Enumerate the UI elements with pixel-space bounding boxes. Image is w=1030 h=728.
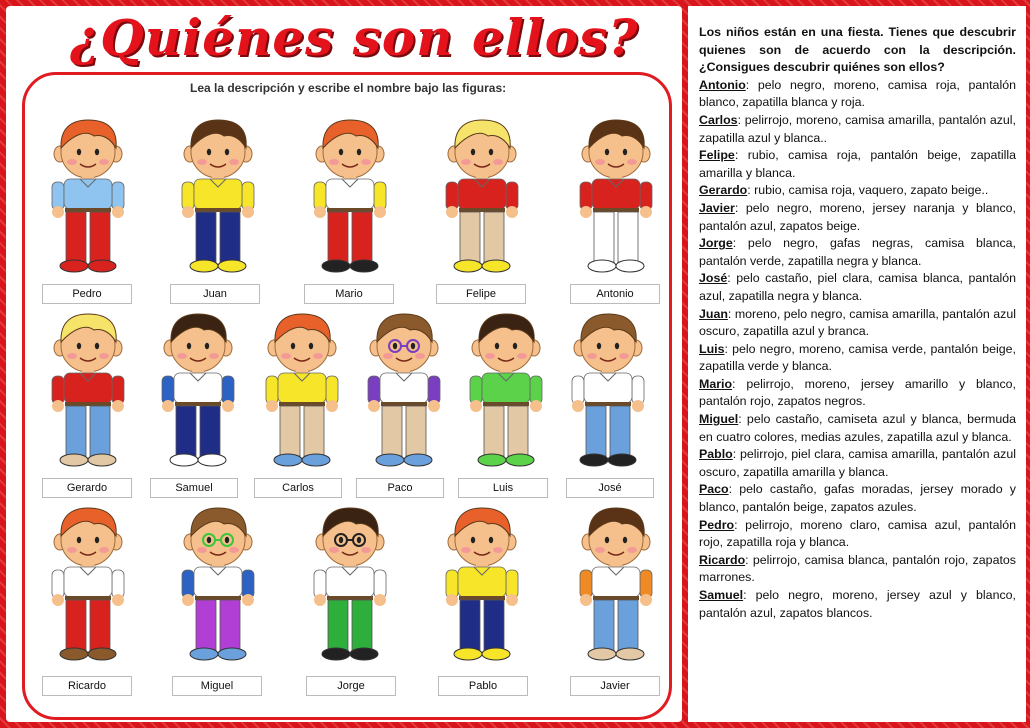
child-figure: [566, 112, 666, 282]
child-figure-illustration: [432, 500, 532, 670]
name-label-box[interactable]: Antonio: [570, 284, 660, 304]
description-item: [699, 270, 1016, 305]
child-figure-illustration: [354, 306, 454, 476]
description-text: : rubio, camisa roja, pantalón beige, zapatilla amarilla y blanca.: [699, 148, 1016, 180]
description-name: Juan: [699, 306, 728, 321]
child-figure: [456, 306, 556, 476]
description-item: [699, 341, 1016, 376]
description-list: [699, 77, 1016, 622]
name-label-box[interactable]: Jorge: [306, 676, 396, 696]
child-figure-illustration: [38, 306, 138, 476]
name-label-box[interactable]: Ricardo: [42, 676, 132, 696]
child-figure: [38, 112, 138, 282]
description-text: : pelirrojo, moreno, jersey amarillo y blanco, pantalón rojo, zapatos negros.: [699, 376, 1016, 409]
description-name: Felipe: [699, 148, 735, 163]
name-label-box[interactable]: José: [566, 478, 654, 498]
child-figure-illustration: [252, 306, 352, 476]
child-figure-illustration: [148, 306, 248, 476]
intro-text: Los niños están en una fiesta. Tienes que descubrir quienes son de acuerdo con la descripción. ¿Consigues descubrir quiénes son ellos?: [699, 25, 1016, 75]
description-text: : pelirrojo, moreno, camisa amarilla, pantalón azul, zapatilla azul y blanca..: [699, 112, 1016, 145]
description-name: Pedro: [699, 517, 735, 532]
description-name: Javier: [699, 200, 735, 215]
child-figure: [148, 306, 248, 476]
description-name: Pablo: [699, 447, 733, 462]
child-figure: [168, 112, 268, 282]
child-figure-illustration: [432, 112, 532, 282]
description-name: Ricardo: [699, 552, 746, 567]
description-text: : pelo negro, moreno, camisa roja, pantalón blanco, zapatilla blanca y roja.: [699, 77, 1016, 110]
description-text: : pelo castaño, gafas moradas, jersey morado y blanco, pantalón beige, zapatos azules.: [699, 482, 1016, 515]
child-figure-illustration: [38, 112, 138, 282]
description-item: [699, 587, 1016, 622]
name-label-box[interactable]: Pedro: [42, 284, 132, 304]
name-label-box[interactable]: Paco: [356, 478, 444, 498]
description-text: : rubio, camisa roja, vaquero, zapato beige..: [747, 183, 989, 198]
child-figure-illustration: [456, 306, 556, 476]
name-label-box[interactable]: Juan: [170, 284, 260, 304]
description-item: [699, 77, 1016, 112]
description-item: [699, 481, 1016, 516]
name-label-box[interactable]: Luis: [458, 478, 548, 498]
description-item: [699, 446, 1016, 481]
description-item: [699, 200, 1016, 235]
child-figure-illustration: [38, 500, 138, 670]
name-label-box[interactable]: Carlos: [254, 478, 342, 498]
child-figure-illustration: [558, 306, 658, 476]
name-label-box[interactable]: Felipe: [436, 284, 526, 304]
description-name: Samuel: [699, 588, 744, 602]
description-item: [699, 517, 1016, 552]
child-figure-illustration: [300, 500, 400, 670]
description-text: : pelo negro, moreno, jersey naranja y blanco, pantalón azul, zapatos beige.: [699, 200, 1016, 233]
description-name: Carlos: [699, 112, 738, 127]
child-figure: [38, 500, 138, 670]
description-text: : pelo negro, gafas negras, camisa blanca, pantalón verde, zapatilla negra y blanca.: [699, 236, 1016, 268]
description-item: [699, 235, 1016, 270]
name-label-box[interactable]: Mario: [304, 284, 394, 304]
description-text: : pelo castaño, piel clara, camisa blanca, pantalón azul, zapatilla negra y blanca.: [699, 271, 1016, 303]
name-label-box[interactable]: Javier: [570, 676, 660, 696]
child-figure: [38, 306, 138, 476]
description-text: : pelo negro, moreno, jersey azul y blanco, pantalón azul, zapatos blancos.: [699, 588, 1016, 620]
child-figure-illustration: [566, 112, 666, 282]
child-figure-illustration: [168, 112, 268, 282]
description-item: [699, 552, 1016, 587]
description-panel: [688, 6, 1026, 722]
child-figure: [558, 306, 658, 476]
child-figure: [300, 112, 400, 282]
description-name: Miguel: [699, 412, 739, 427]
description-name: Mario: [699, 376, 733, 391]
child-figure: [566, 500, 666, 670]
description-item: [699, 182, 1016, 200]
description-item: [699, 306, 1016, 341]
child-figure: [432, 112, 532, 282]
child-figure: [300, 500, 400, 670]
child-figure: [252, 306, 352, 476]
description-text: : pelirrojo, camisa blanca, pantalón rojo, zapatos marrones.: [699, 552, 1016, 585]
description-name: Luis: [699, 341, 725, 356]
child-figure-illustration: [168, 500, 268, 670]
description-name: José: [699, 271, 728, 286]
description-item: [699, 376, 1016, 411]
description-item: [699, 411, 1016, 446]
instruction-text: Lea la descripción y escribe el nombre bajo las figuras:: [190, 81, 507, 95]
child-figure: [354, 306, 454, 476]
description-name: Antonio: [699, 77, 746, 92]
description-name: Paco: [699, 482, 729, 497]
description-name: Jorge: [699, 236, 733, 251]
description-text: : pelirrojo, piel clara, camisa amarilla, pantalón azul oscuro, zapatilla amarilla y blanca.: [699, 447, 1016, 479]
page-title: ¿Quiénes son ellos?: [70, 8, 639, 67]
name-label-box[interactable]: Pablo: [438, 676, 528, 696]
description-text: : pelirrojo, moreno claro, camisa azul, pantalón rojo, zapatilla roja y blanca.: [699, 517, 1016, 550]
description-item: [699, 112, 1016, 147]
name-label-box[interactable]: Miguel: [172, 676, 262, 696]
description-text: : moreno, pelo negro, camisa amarilla, pantalón azul oscuro, zapatilla azul y branca.: [699, 306, 1016, 339]
child-figure-illustration: [300, 112, 400, 282]
description-text: : pelo castaño, camiseta azul y blanca, bermuda en cuatro colores, medias azules, zapatilla azul y blanca.: [699, 412, 1016, 444]
child-figure-illustration: [566, 500, 666, 670]
description-text: : pelo negro, moreno, camisa verde, pantalón beige, zapatilla verde y blanca.: [699, 341, 1016, 374]
description-name: Gerardo: [699, 183, 748, 198]
name-label-box[interactable]: Samuel: [150, 478, 238, 498]
child-figure: [168, 500, 268, 670]
description-item: [699, 147, 1016, 182]
child-figure: [432, 500, 532, 670]
name-label-box[interactable]: Gerardo: [42, 478, 132, 498]
